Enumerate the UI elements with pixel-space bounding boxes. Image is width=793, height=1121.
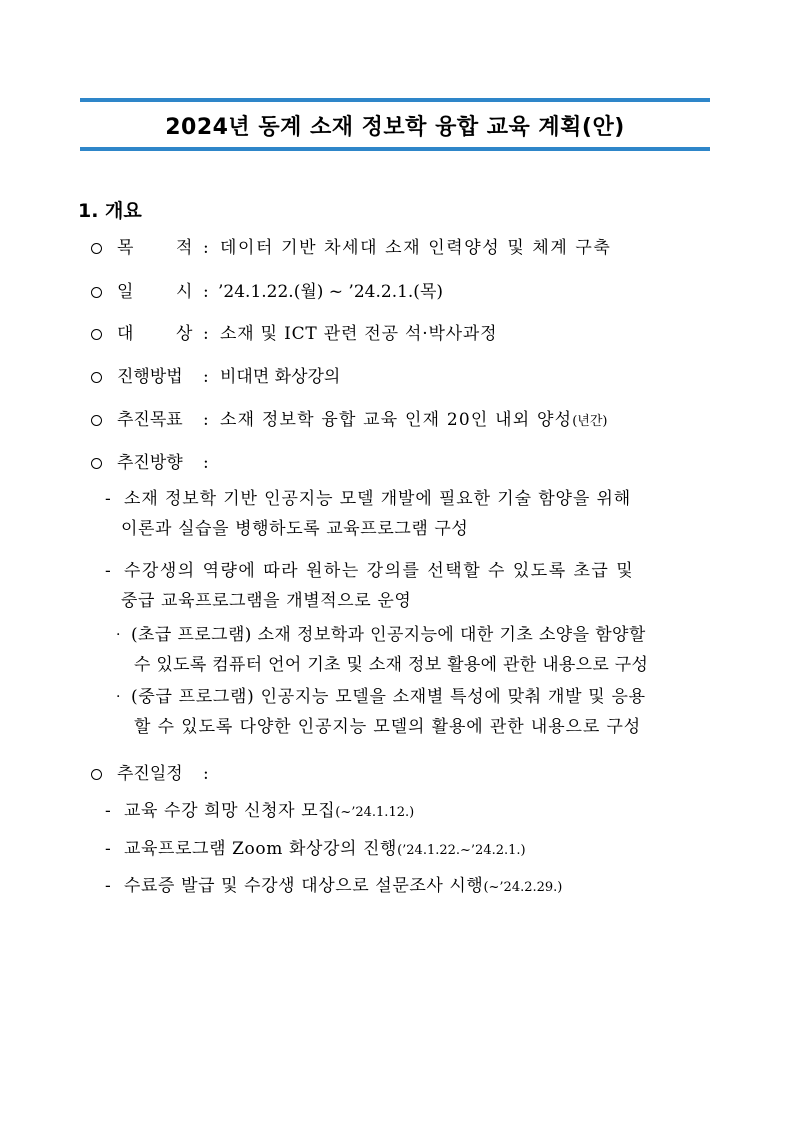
- circle-bullet-icon: [91, 372, 102, 383]
- item-value-note: (년간): [572, 414, 608, 429]
- middle-dot-bullet: ·: [116, 689, 121, 705]
- item-colon: :: [203, 764, 209, 784]
- title-top-rule: [80, 98, 710, 102]
- sub-bullet-text: 수 있도록 컴퓨터 언어 기초 및 소재 정보 활용에 관한 내용으로 구성: [134, 655, 649, 675]
- item-colon: :: [203, 453, 209, 473]
- item-value: 소재 및 ICT 관련 전공 석·박사과정: [220, 324, 498, 344]
- item-colon: :: [203, 324, 209, 344]
- sub-bullet-text: (초급 프로그램) 소재 정보학과 인공지능에 대한 기초 소양을 함양할: [131, 625, 646, 645]
- bullet-text: 이론과 실습을 병행하도록 교육프로그램 구성: [121, 519, 469, 539]
- section-heading-overview: 1. 개요: [78, 200, 142, 222]
- bullet-text: 수강생의 역량에 따라 원하는 강의를 선택할 수 있도록 초급 및: [124, 561, 635, 581]
- item-label-part: 상: [176, 324, 193, 344]
- schedule-item-date: (’24.1.22.~’24.2.1.): [397, 843, 526, 858]
- item-colon: :: [203, 410, 209, 430]
- dash-bullet: -: [105, 876, 111, 896]
- schedule-item-date: (~’24.2.29.): [483, 880, 563, 895]
- schedule-item-main: 교육 수강 희망 신청자 모집: [124, 801, 336, 821]
- item-colon: :: [203, 367, 209, 387]
- circle-bullet-icon: [91, 287, 102, 298]
- item-colon: :: [203, 282, 209, 302]
- title-box: [80, 98, 710, 151]
- bullet-text: 중급 교육프로그램을 개별적으로 운영: [121, 591, 412, 611]
- item-label: 추진일정: [117, 764, 183, 784]
- item-label-part: 목: [117, 238, 134, 258]
- dash-bullet: -: [105, 839, 111, 859]
- schedule-item-main: 수료증 발급 및 수강생 대상으로 설문조사 시행: [124, 876, 484, 896]
- dash-bullet: -: [105, 801, 111, 821]
- item-label-part: 일: [117, 282, 134, 302]
- item-label: 진행방법: [117, 367, 183, 387]
- item-label: 추진방향: [117, 453, 183, 473]
- title-bottom-rule: [80, 147, 710, 151]
- document-title: 2024년 동계 소재 정보학 융합 교육 계획(안): [165, 115, 625, 140]
- item-value: [220, 408, 607, 434]
- schedule-item-date: (~’24.1.12.): [335, 805, 415, 820]
- dash-bullet: -: [105, 489, 111, 509]
- item-value: 데이터 기반 차세대 소재 인력양성 및 체계 구축: [220, 238, 612, 258]
- item-colon: :: [203, 238, 209, 258]
- schedule-item-text: [124, 874, 562, 900]
- item-label-part: 시: [176, 282, 193, 302]
- item-label: 추진목표: [117, 410, 183, 430]
- item-value-main: 소재 정보학 융합 교육 인재 20인 내외 양성: [220, 410, 573, 430]
- item-value: 비대면 화상강의: [220, 367, 341, 387]
- middle-dot-bullet: ·: [116, 627, 121, 643]
- sub-bullet-text: (중급 프로그램) 인공지능 모델을 소재별 특성에 맞춰 개발 및 응용: [131, 687, 646, 707]
- item-label-part: 대: [117, 324, 134, 344]
- circle-bullet-icon: [91, 769, 102, 780]
- circle-bullet-icon: [91, 329, 102, 340]
- schedule-item-text: [124, 837, 526, 863]
- dash-bullet: -: [105, 561, 111, 581]
- circle-bullet-icon: [91, 458, 102, 469]
- schedule-item-text: [124, 799, 414, 825]
- item-value: ’24.1.22.(월) ~ ’24.2.1.(목): [218, 282, 443, 302]
- bullet-text: 소재 정보학 기반 인공지능 모델 개발에 필요한 기술 함양을 위해: [124, 489, 632, 509]
- sub-bullet-text: 할 수 있도록 다양한 인공지능 모델의 활용에 관한 내용으로 구성: [134, 717, 642, 737]
- item-label-part: 적: [176, 238, 193, 258]
- circle-bullet-icon: [91, 243, 102, 254]
- circle-bullet-icon: [91, 415, 102, 426]
- schedule-item-main: 교육프로그램 Zoom 화상강의 진행: [124, 839, 398, 859]
